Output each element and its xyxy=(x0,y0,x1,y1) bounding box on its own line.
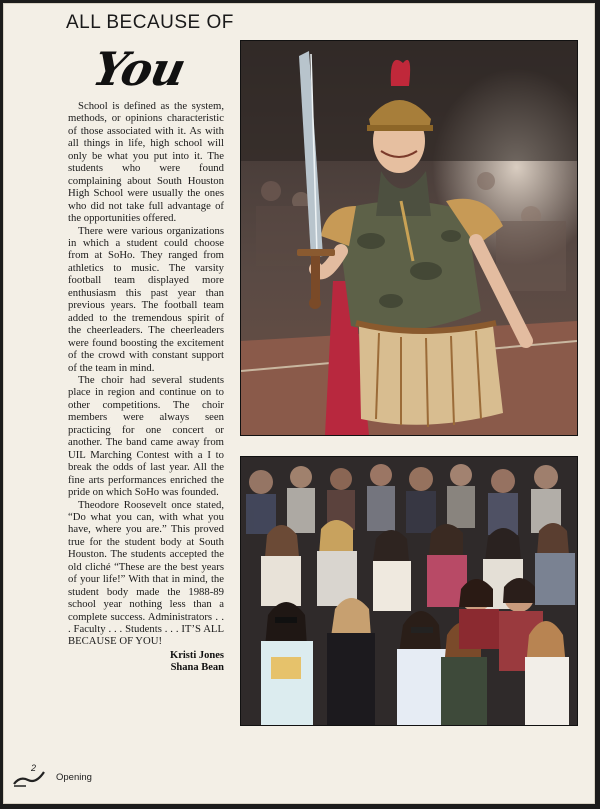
article-paragraph: Theodore Roosevelt once stated, “Do what you can, with what you have, where you are.” This proved true for the student body at South Houston. The students accepted the old cliché “These are the best years of your life!” With that in mind, the student body made the 1988-89 school year nothing less than a complete success. Administrators . . . Faculty . . . Students . . . IT’S ALL BECAUSE OF YOU! xyxy=(68,498,224,648)
yearbook-page xyxy=(3,3,595,804)
photo-crowd xyxy=(240,456,578,726)
folio-ornament-icon xyxy=(12,766,46,788)
page-number: 2 xyxy=(31,763,37,773)
article-paragraph: School is defined as the system, methods, or opinions characteristic of those associated with it. As with all things in life, high school will only be what you put into it. The students who were found complaining about South Houston High School were usually the ones who did not take full advantage of the opportunities offered. xyxy=(68,100,224,225)
article-paragraph: The choir had several students place in region and continue on to other competitions. The choir members were always seen practicing for one concert or another. The band came away from UIL Marching Contest with a I to break the odds of last year. All the fine arts performances enriched the pride on which SoHo was founded. xyxy=(68,373,224,499)
section-name: Opening xyxy=(56,771,92,783)
headline: ALL BECAUSE OF xyxy=(66,12,234,33)
article-body xyxy=(68,100,224,676)
author-name: Shana Bean xyxy=(170,661,224,673)
author-name: Kristi Jones xyxy=(170,649,224,661)
photo-roman-soldier xyxy=(240,40,578,436)
photo-crowd-image xyxy=(241,457,577,725)
article-paragraph: There were various organizations in which a student could choose from at SoHo. They ranged from athletics to music. The varsity football team displayed more enthusiasm this past year than previous years. The football team added to the tremendous spirit of the cheerleaders. The cheerleaders were found boosting the excitement of the crowd with constant support of the team in mind. xyxy=(68,224,224,374)
page-footer xyxy=(12,763,92,788)
byline xyxy=(68,648,224,676)
headline-you: You xyxy=(88,42,190,96)
photo-roman-soldier-image xyxy=(241,41,577,435)
